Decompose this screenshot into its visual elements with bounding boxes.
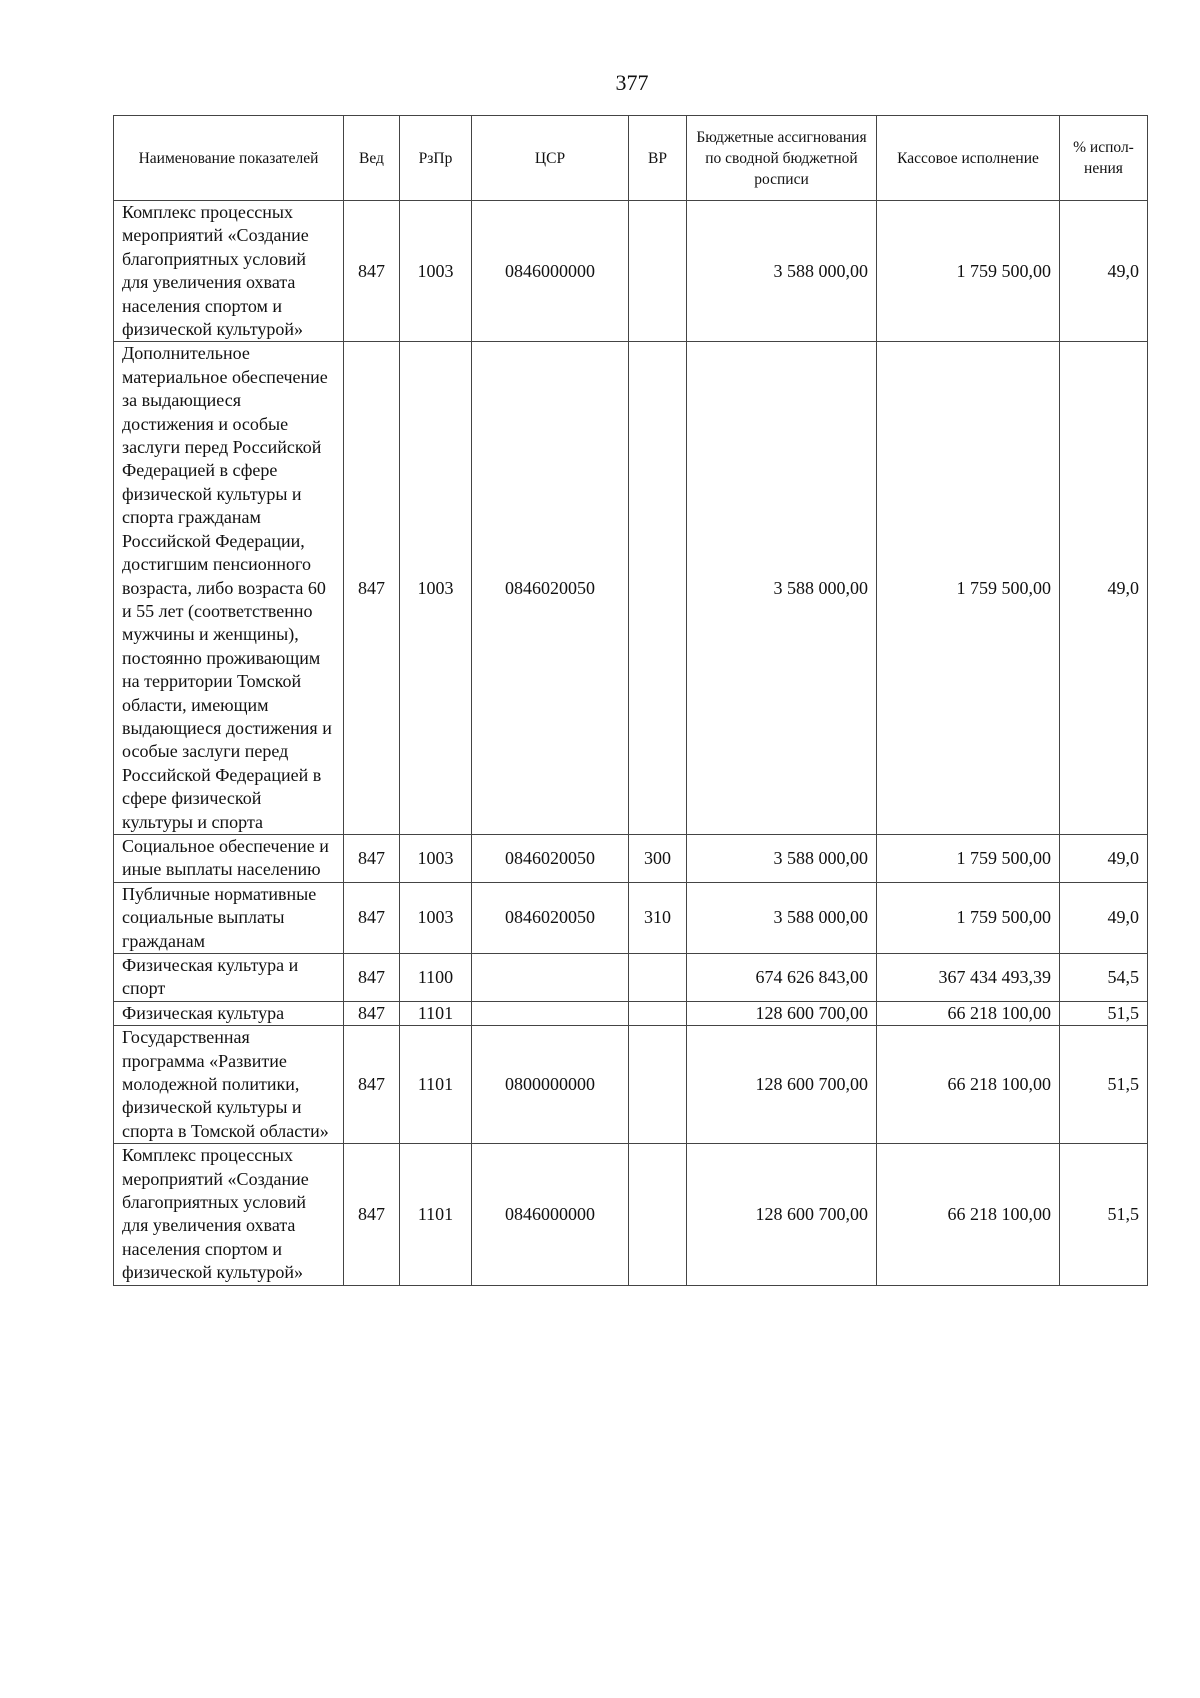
header-cash-execution: Кассовое исполнение	[877, 116, 1060, 201]
header-vr: ВР	[629, 116, 687, 201]
row-vr	[629, 1144, 687, 1285]
row-ved: 847	[344, 1026, 400, 1144]
row-csr: 0846020050	[472, 834, 629, 882]
page-number: 377	[615, 70, 649, 95]
table-row	[114, 1001, 1148, 1025]
row-rzpr: 1003	[400, 834, 472, 882]
row-allocations: 128 600 700,00	[687, 1144, 877, 1285]
row-percent: 49,0	[1060, 201, 1148, 342]
header-percent: % испол-нения	[1060, 116, 1148, 201]
row-allocations: 3 588 000,00	[687, 342, 877, 835]
row-name: Комплекс процессных мероприятий «Создание благоприятных условий для увеличения охвата населения спортом и физической культурой»	[114, 1144, 344, 1285]
row-rzpr: 1100	[400, 954, 472, 1002]
header-csr: ЦСР	[472, 116, 629, 201]
table-row	[114, 882, 1148, 953]
row-cash: 1 759 500,00	[877, 834, 1060, 882]
row-vr: 300	[629, 834, 687, 882]
row-name: Физическая культура	[114, 1001, 344, 1025]
row-csr: 0846000000	[472, 1144, 629, 1285]
row-rzpr: 1003	[400, 201, 472, 342]
budget-execution-table	[113, 115, 1148, 1286]
row-csr: 0846020050	[472, 342, 629, 835]
row-percent: 49,0	[1060, 882, 1148, 953]
row-ved: 847	[344, 834, 400, 882]
row-name: Комплекс процессных мероприятий «Создание благоприятных условий для увеличения охвата населения спортом и физической культурой»	[114, 201, 344, 342]
row-cash: 1 759 500,00	[877, 201, 1060, 342]
row-csr	[472, 1001, 629, 1025]
table-row	[114, 342, 1148, 835]
row-cash: 367 434 493,39	[877, 954, 1060, 1002]
row-vr	[629, 954, 687, 1002]
header-allocations: Бюджетные ассигнования по сводной бюджетной росписи	[687, 116, 877, 201]
row-allocations: 3 588 000,00	[687, 882, 877, 953]
row-cash: 66 218 100,00	[877, 1144, 1060, 1285]
row-csr: 0846000000	[472, 201, 629, 342]
row-ved: 847	[344, 201, 400, 342]
row-ved: 847	[344, 1144, 400, 1285]
header-ved: Вед	[344, 116, 400, 201]
row-name: Социальное обеспечение и иные выплаты населению	[114, 834, 344, 882]
row-csr: 0846020050	[472, 882, 629, 953]
header-name: Наименование показателей	[114, 116, 344, 201]
row-rzpr: 1101	[400, 1026, 472, 1144]
row-cash: 66 218 100,00	[877, 1026, 1060, 1144]
row-rzpr: 1003	[400, 882, 472, 953]
table-row	[114, 1026, 1148, 1144]
row-vr	[629, 1001, 687, 1025]
row-allocations: 128 600 700,00	[687, 1001, 877, 1025]
row-cash: 1 759 500,00	[877, 882, 1060, 953]
row-vr	[629, 201, 687, 342]
row-allocations: 674 626 843,00	[687, 954, 877, 1002]
row-vr	[629, 1026, 687, 1144]
row-name: Дополнительное материальное обеспечение за выдающиеся достижения и особые заслуги перед Российской Федерацией в сфере физической культуры и спорта гражданам Российской Федерации, достигшим пенсионного возраста, либо возраста 60 и 55 лет (соответственно мужчины и женщины), постоянно проживающим на территории Томской области, имеющим выдающиеся достижения и особые заслуги перед Российской Федерацией в сфере физической культуры и спорта	[114, 342, 344, 835]
table-header-row	[114, 116, 1148, 201]
row-ved: 847	[344, 342, 400, 835]
row-allocations: 3 588 000,00	[687, 201, 877, 342]
row-ved: 847	[344, 954, 400, 1002]
row-allocations: 128 600 700,00	[687, 1026, 877, 1144]
row-allocations: 3 588 000,00	[687, 834, 877, 882]
row-rzpr: 1101	[400, 1144, 472, 1285]
row-name: Физическая культура и спорт	[114, 954, 344, 1002]
row-cash: 66 218 100,00	[877, 1001, 1060, 1025]
row-ved: 847	[344, 1001, 400, 1025]
row-vr: 310	[629, 882, 687, 953]
row-vr	[629, 342, 687, 835]
table-row	[114, 834, 1148, 882]
row-percent: 54,5	[1060, 954, 1148, 1002]
row-csr	[472, 954, 629, 1002]
table-row	[114, 201, 1148, 342]
row-ved: 847	[344, 882, 400, 953]
row-name: Государственная программа «Развитие молодежной политики, физической культуры и спорта в Томской области»	[114, 1026, 344, 1144]
row-percent: 51,5	[1060, 1001, 1148, 1025]
row-percent: 51,5	[1060, 1026, 1148, 1144]
table-row	[114, 1144, 1148, 1285]
row-cash: 1 759 500,00	[877, 342, 1060, 835]
row-rzpr: 1003	[400, 342, 472, 835]
header-rzpr: РзПр	[400, 116, 472, 201]
row-percent: 49,0	[1060, 834, 1148, 882]
row-name: Публичные нормативные социальные выплаты гражданам	[114, 882, 344, 953]
row-percent: 51,5	[1060, 1144, 1148, 1285]
row-percent: 49,0	[1060, 342, 1148, 835]
table-row	[114, 954, 1148, 1002]
row-csr: 0800000000	[472, 1026, 629, 1144]
row-rzpr: 1101	[400, 1001, 472, 1025]
